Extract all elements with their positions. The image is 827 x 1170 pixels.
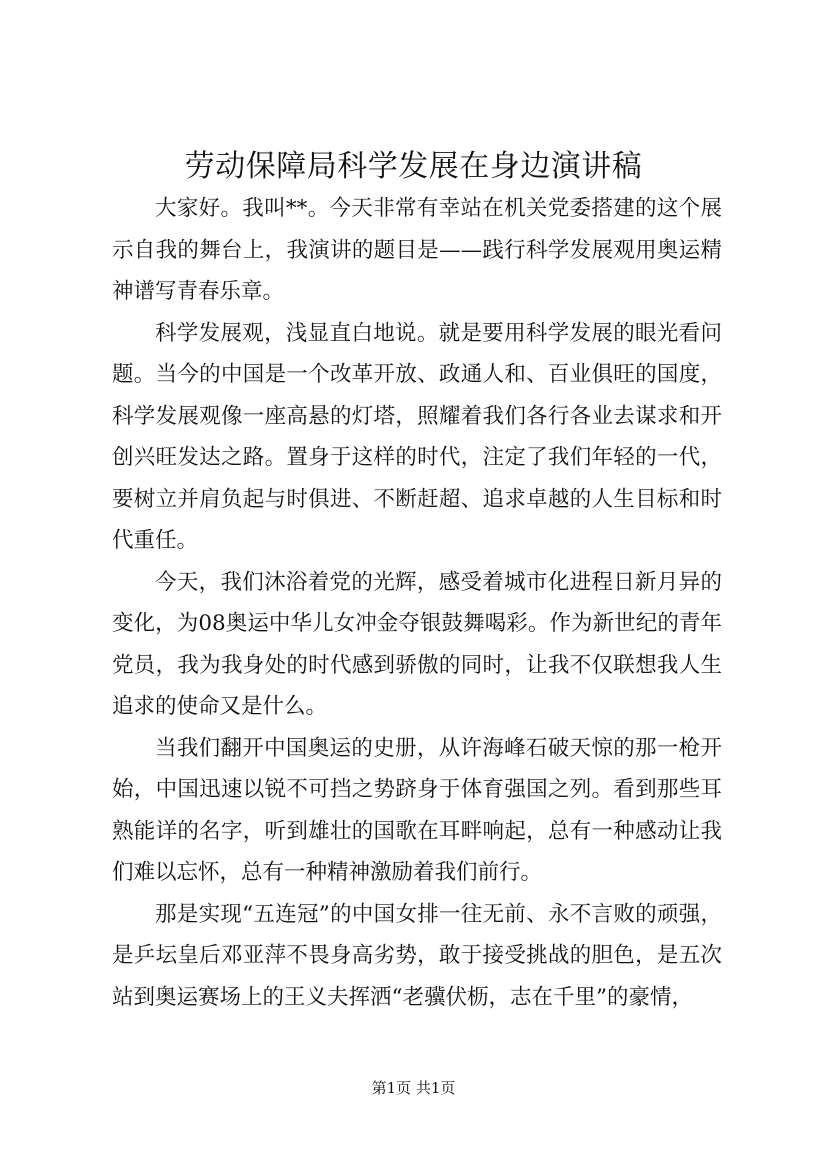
paragraph: 大家好。我叫**。今天非常有幸站在机关党委搭建的这个展示自我的舞台上，我演讲的题目是——践行科学发展观用奥运精神谱写青春乐章。 [112,196,722,304]
document-body [112,188,722,1018]
document-title: 劳动保障局科学发展在身边演讲稿 [184,149,643,184]
paragraph: 那是实现“五连冠”的中国女排一往无前、永不言败的顽强，是乒坛皇后邓亚萍不畏身高劣势，敢于接受挑战的胆色，是五次站到奥运赛场上的王义夫挥洒“老骥伏枥，志在千里”的豪情， [112,901,722,1010]
page-footer: 第1页 共1页 [371,1079,456,1097]
paragraph: 当我们翻开中国奥运的史册，从许海峰石破天惊的那一枪开始，中国迅速以锐不可挡之势跻身于体育强国之列。看到那些耳熟能详的名字，听到雄壮的国歌在耳畔响起，总有一种感动让我们难以忘怀，总有一种精神激励着我们前行。 [112,735,722,885]
paragraph: 科学发展观，浅显直白地说。就是要用科学发展的眼光看问题。当今的中国是一个改革开放、政通人和、百业俱旺的国度，科学发展观像一座高悬的灯塔，照耀着我们各行各业去谋求和开创兴旺发达之路。置身于这样的时代，注定了我们年轻的一代，要树立并肩负起与时俱进、不断赶超、追求卓越的人生目标和时代重任。 [112,320,722,553]
paragraph: 今天，我们沐浴着党的光辉，感受着城市化进程日新月异的变化，为08奥运中华儿女冲金夺银鼓舞喝彩。作为新世纪的青年党员，我为我身处的时代感到骄傲的同时，让我不仅联想我人生追求的使命又是什么。 [112,569,722,719]
